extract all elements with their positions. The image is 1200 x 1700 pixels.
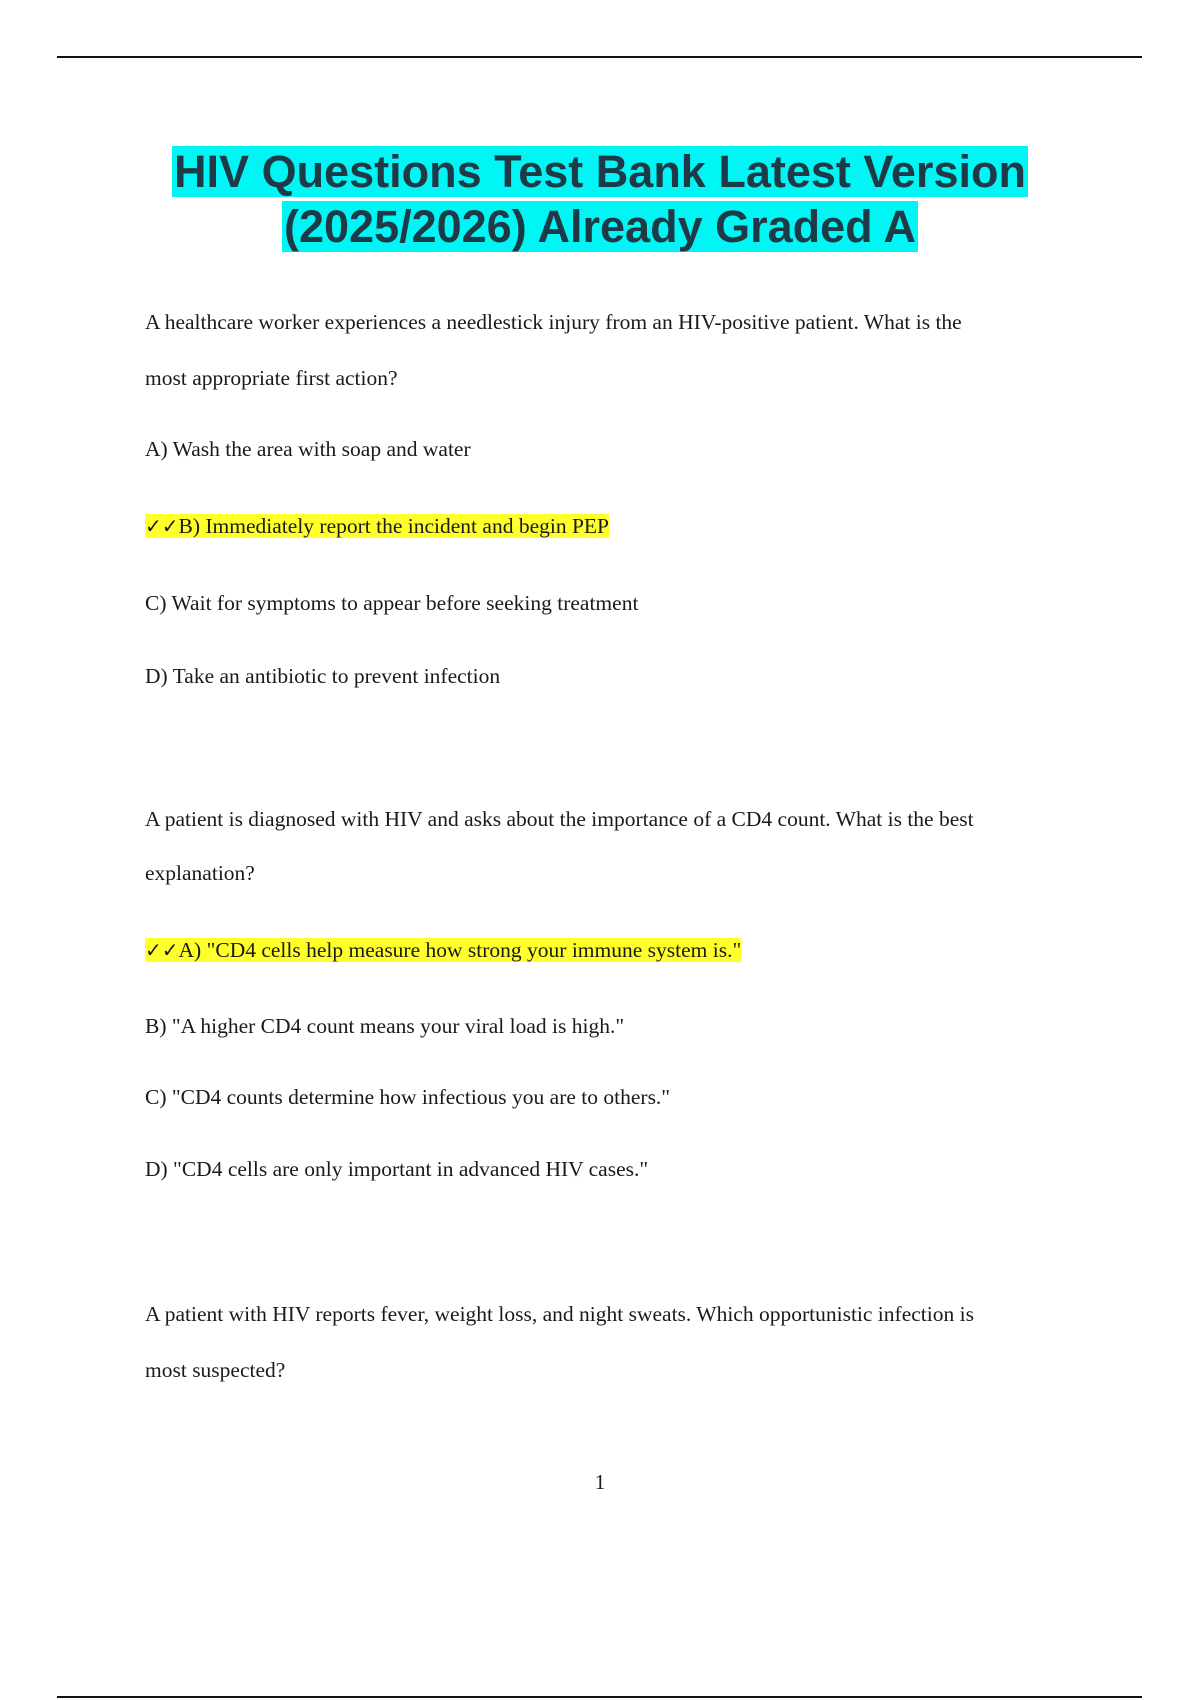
option-text: B) Immediately report the incident and begin PEP (178, 514, 610, 538)
question-2-option-a-correct (145, 938, 741, 963)
answer-highlight (145, 514, 609, 538)
question-1-option-b-correct (145, 514, 609, 539)
double-check-icon: ✓✓ (145, 514, 179, 538)
question-1-option-d: D) Take an antibiotic to prevent infection (145, 664, 501, 688)
document-title (0, 144, 1200, 254)
question-1-option-c: C) Wait for symptoms to appear before seeking treatment (145, 591, 639, 615)
double-check-icon: ✓✓ (145, 938, 179, 962)
bottom-rule (57, 1696, 1142, 1698)
question-2-option-c: C) "CD4 counts determine how infectious you are to others." (145, 1085, 671, 1109)
answer-highlight (145, 938, 741, 962)
title-line-2: (2025/2026) Already Graded A (284, 201, 916, 252)
question-2-stem-line-1: A patient is diagnosed with HIV and asks about the importance of a CD4 count. What is the best (145, 807, 974, 831)
title-line-1: HIV Questions Test Bank Latest Version (174, 146, 1026, 197)
question-1-option-a: A) Wash the area with soap and water (145, 437, 471, 461)
question-2-option-d: D) "CD4 cells are only important in advanced HIV cases." (145, 1157, 649, 1181)
question-2-option-b: B) "A higher CD4 count means your viral load is high." (145, 1014, 625, 1038)
question-1-stem-line-2: most appropriate first action? (145, 366, 398, 390)
question-1-stem-line-1: A healthcare worker experiences a needlestick injury from an HIV-positive patient. What is the (145, 310, 962, 334)
question-3-stem-line-1: A patient with HIV reports fever, weight loss, and night sweats. Which opportunistic infection is (145, 1302, 974, 1326)
page-number: 1 (594, 1470, 606, 1494)
question-3-stem-line-2: most suspected? (145, 1358, 286, 1382)
option-text: A) "CD4 cells help measure how strong your immune system is." (178, 938, 742, 962)
top-rule (57, 56, 1142, 58)
question-2-stem-line-2: explanation? (145, 861, 255, 885)
